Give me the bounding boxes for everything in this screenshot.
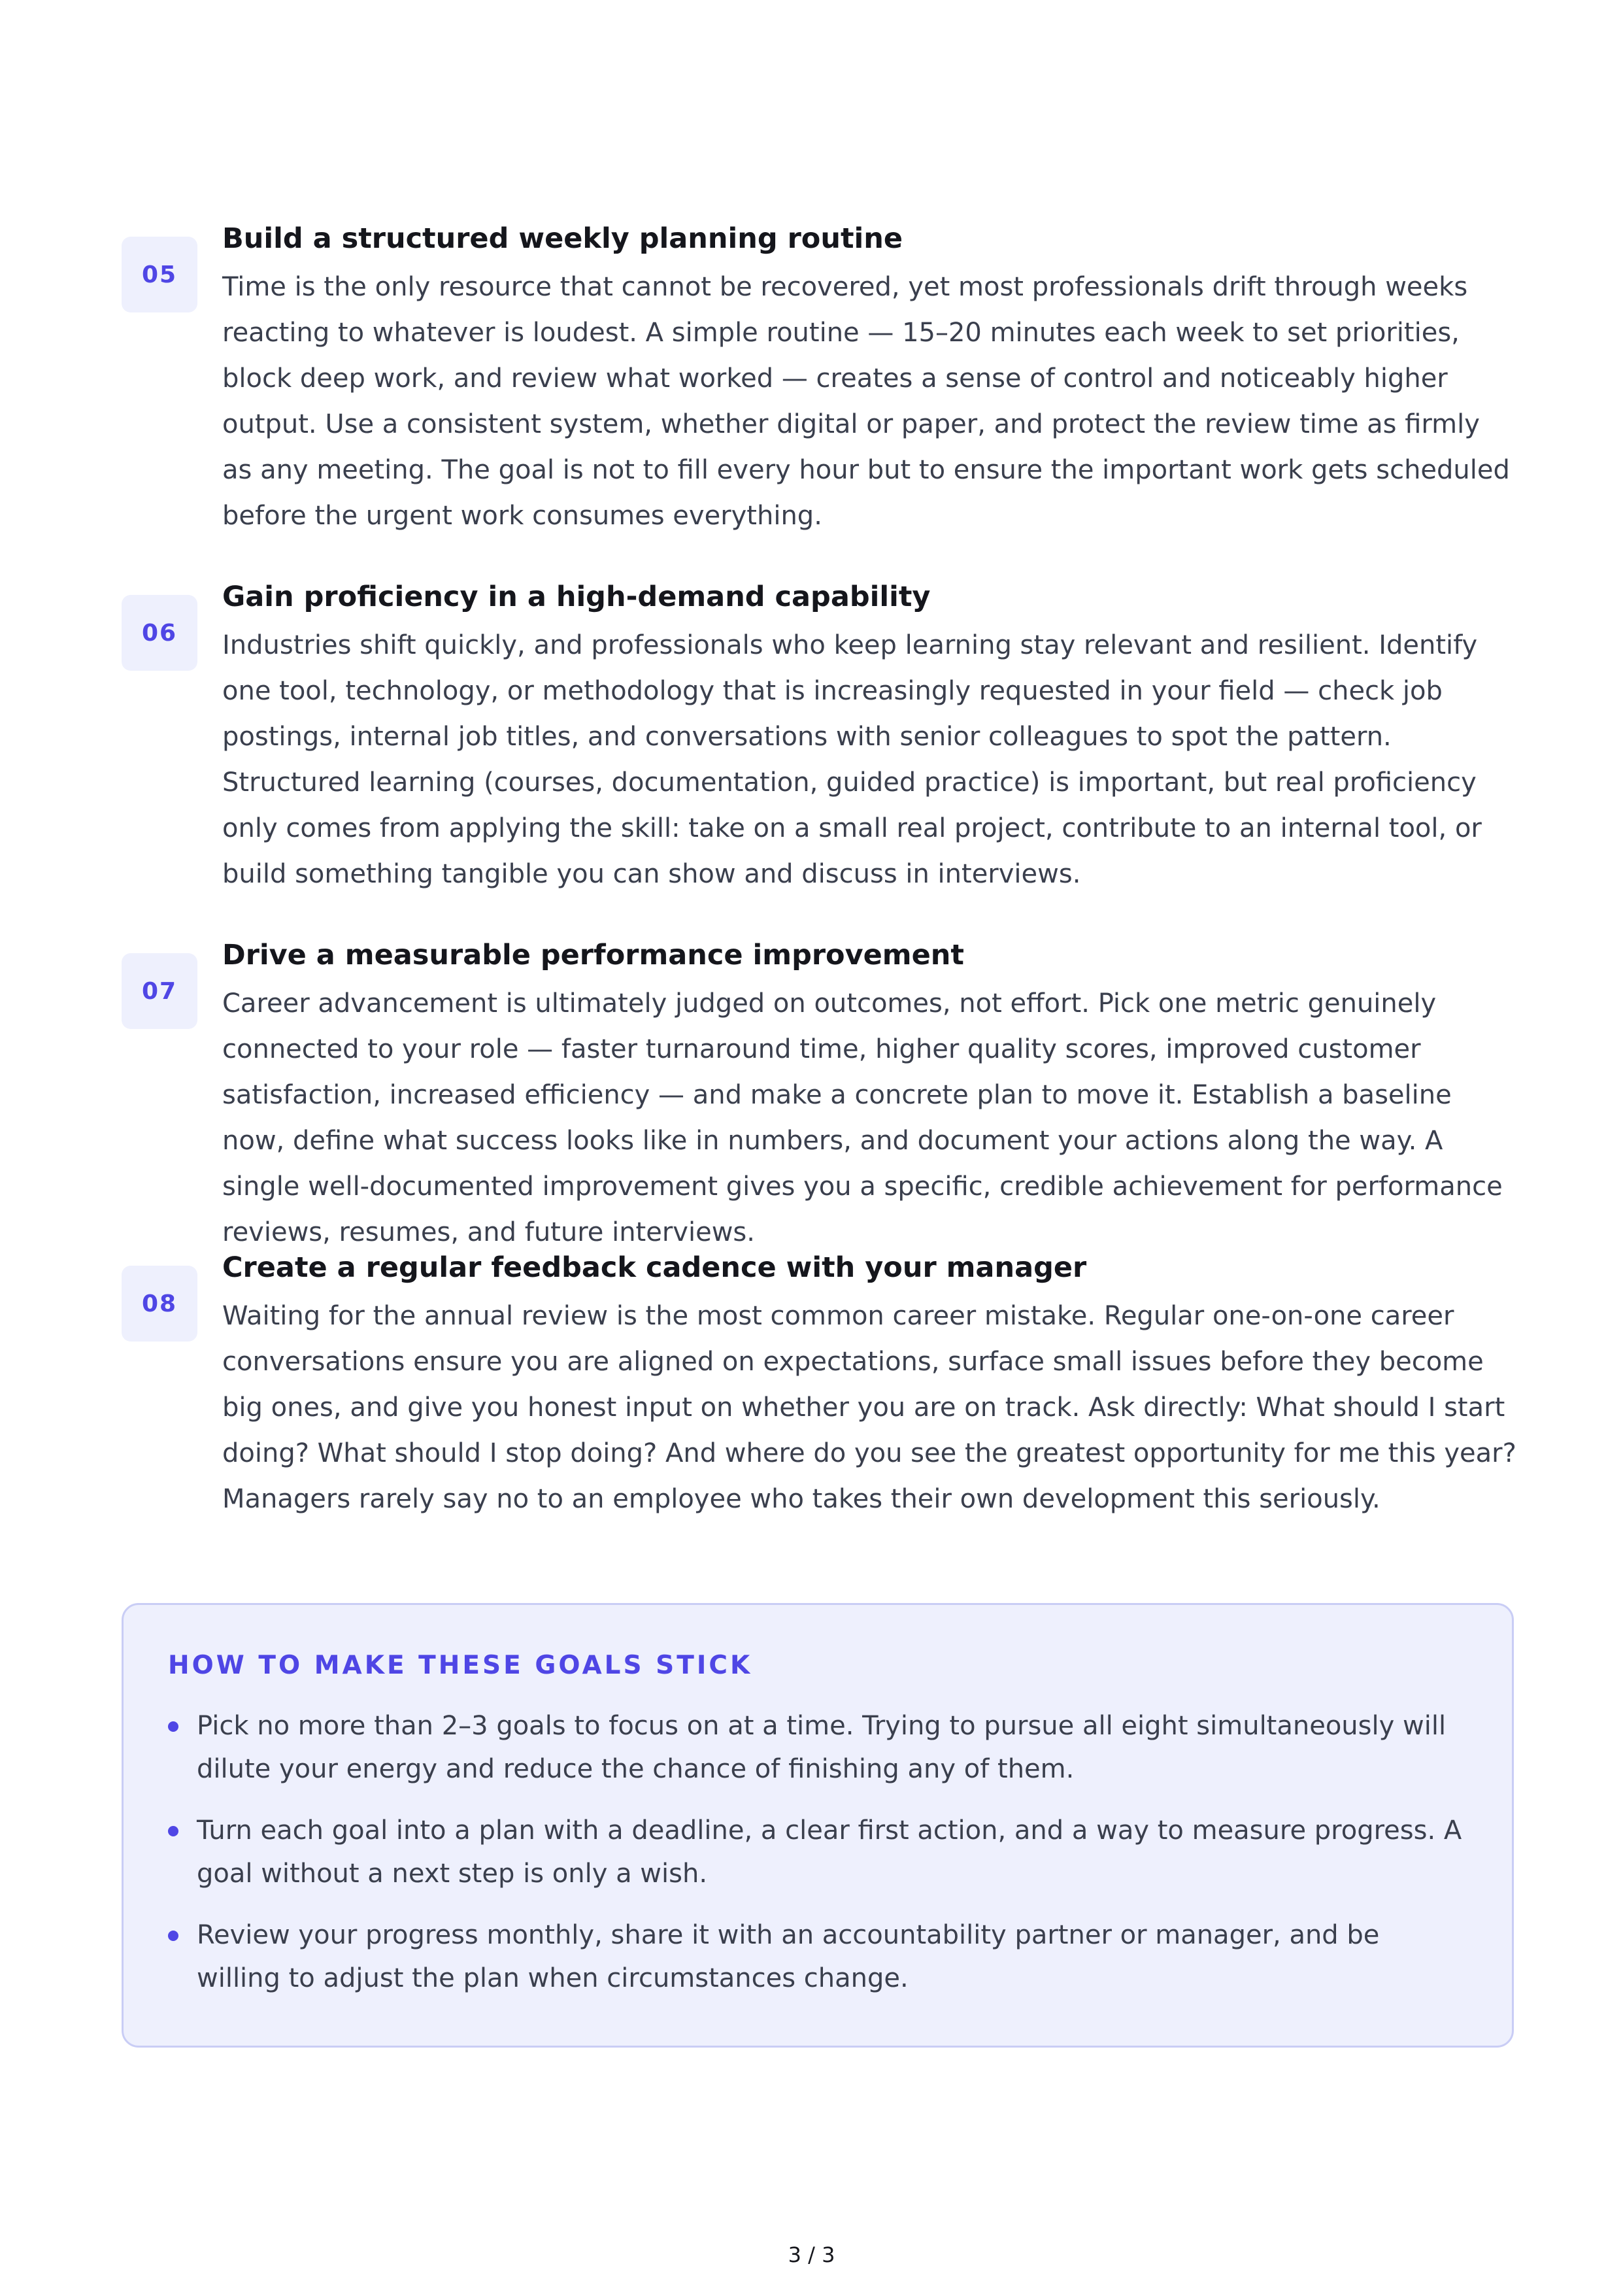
tips-list [168,1704,1469,2000]
bullet-dot-icon [168,1931,178,1941]
goals-tips-callout [122,1603,1514,2048]
tips-list-item [168,1704,1469,1791]
goal-body [222,581,1516,897]
tips-list-item [168,1809,1469,1895]
tips-item-text: Turn each goal into a plan with a deadline, a clear first action, and a way to measure progress. A goal without a next step is only a wish. [197,1815,1462,1889]
goal-title: Build a structured weekly planning routine [222,222,903,255]
goal-body [222,939,1516,1255]
goal-description: Time is the only resource that cannot be recovered, yet most professionals drift through weeks reacting to whatever is loudest. A simple routine — 15–20 minutes each week to set priorities, block deep work, and review what worked — creates a sense of control and noticeably higher output. Use a consistent system, whether digital or paper, and protect the review time as firmly as any meeting. The goal is not to fill every hour but to ensure the important work gets scheduled before the urgent work consumes everything. [222,272,1510,531]
bullet-dot-icon [168,1826,178,1836]
tips-heading: HOW TO MAKE THESE GOALS STICK [168,1651,753,1680]
goal-number-badge: 05 [122,237,197,312]
tips-item-text: Review your progress monthly, share it with an accountability partner or manager, and be willing to adjust the plan when circumstances change. [197,1920,1380,1993]
goal-description: Career advancement is ultimately judged on outcomes, not effort. Pick one metric genuinely connected to your role — faster turnaround time, higher quality scores, improved customer satisfaction, increased efficiency — and make a concrete plan to move it. Establish a baseline now, define what success looks like in numbers, and document your actions along the way. A single well-documented improvement gives you a specific, credible achievement for performance reviews, resumes, and future interviews. [222,988,1503,1247]
goal-number-badge: 08 [122,1266,197,1342]
goal-description: Industries shift quickly, and professionals who keep learning stay relevant and resilient. Identify one tool, technology, or methodology that is increasingly requested in your field — check job postings, internal job titles, and conversations with senior colleagues to spot the pattern. Structured learning (courses, documentation, guided practice) is important, but real proficiency only comes from applying the skill: take on a small real project, contribute to an internal tool, or build something tangible you can show and discuss in interviews. [222,630,1482,889]
goal-number-badge: 06 [122,595,197,671]
goal-body [222,1251,1516,1522]
goal-description: Waiting for the annual review is the most common career mistake. Regular one-on-one career conversations ensure you are aligned on expectations, surface small issues before they become big ones, and give you honest input on whether you are on track. Ask directly: What should I start doing? What should I stop doing? And where do you see the greatest opportunity for me this year? Managers rarely say no to an employee who takes their own development this seriously. [222,1301,1516,1514]
goal-title: Gain proficiency in a high-demand capability [222,581,931,613]
goal-title: Create a regular feedback cadence with your manager [222,1251,1087,1284]
goal-body [222,222,1516,539]
tips-item-text: Pick no more than 2–3 goals to focus on at a time. Trying to pursue all eight simultaneously will dilute your energy and reduce the chance of finishing any of them. [197,1711,1447,1784]
page-number: 3 / 3 [788,2242,835,2267]
goal-number-badge: 07 [122,953,197,1029]
goal-title: Drive a measurable performance improvement [222,939,964,971]
tips-list-item [168,1914,1469,2000]
bullet-dot-icon [168,1721,178,1732]
